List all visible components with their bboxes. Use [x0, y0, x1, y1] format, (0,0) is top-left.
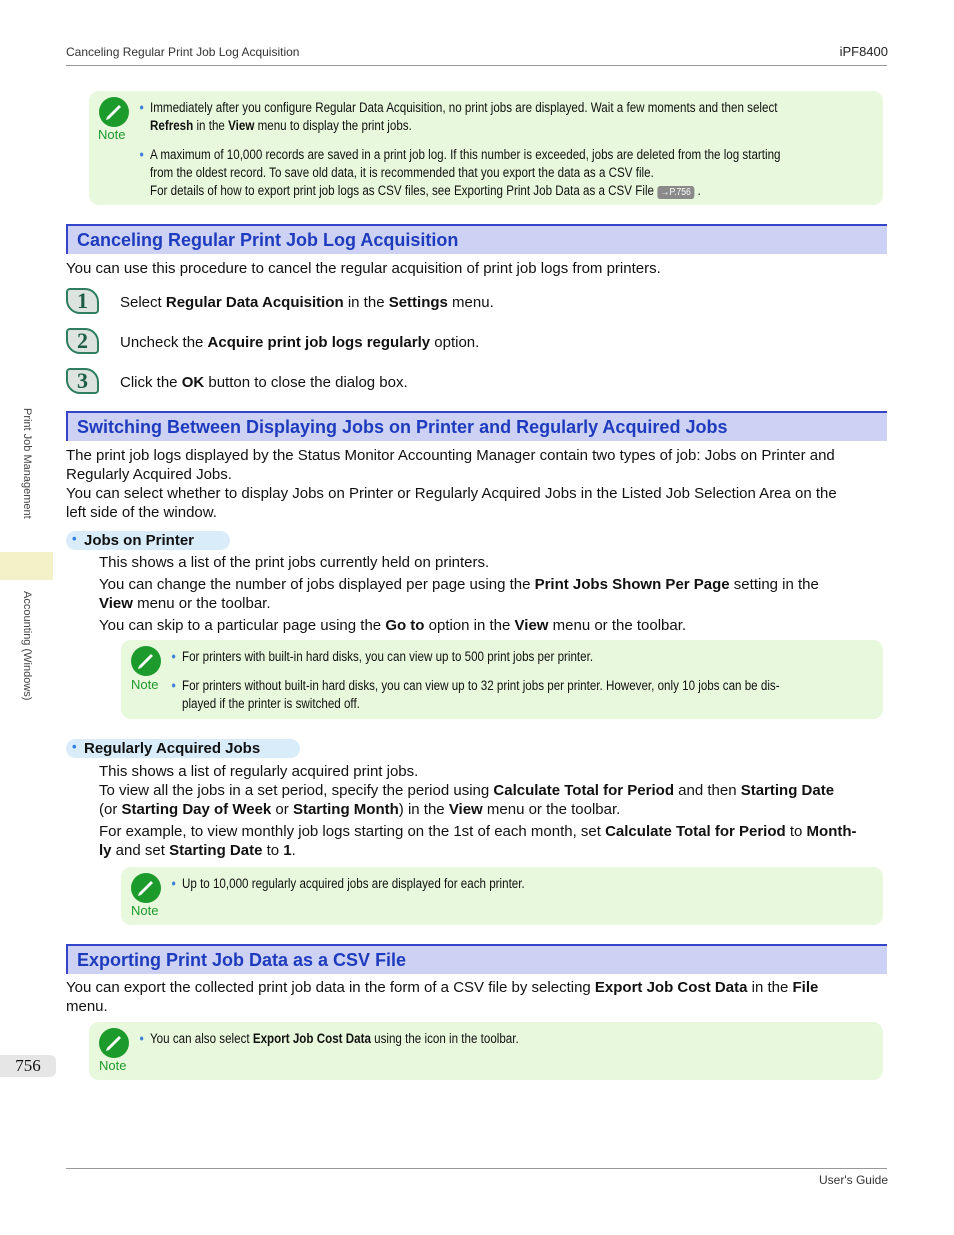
step-number-3: 3 [66, 368, 99, 394]
note-label: Note [131, 903, 159, 918]
bullet: • [139, 147, 144, 162]
side-section-label: Accounting (Windows) [21, 591, 33, 701]
section-title: Switching Between Displaying Jobs on Printer and Regularly Acquired Jobs [77, 417, 728, 437]
side-tab-highlight [0, 552, 53, 580]
note-text: You can also select Export Job Cost Data using the icon in the toolbar. [150, 1031, 519, 1046]
pencil-icon [99, 97, 129, 127]
section-heading-canceling [66, 224, 887, 254]
note-box-4 [89, 1022, 883, 1080]
note-box-3 [121, 867, 883, 925]
note-text: For printers without built-in hard disks, you can view up to 32 print jobs per printer. However, only 10 jobs can be dis- [182, 678, 780, 693]
note-item [139, 99, 864, 135]
page-reference-link[interactable]: →P.756 [657, 186, 694, 199]
pencil-icon [131, 646, 161, 676]
note-item [171, 648, 870, 666]
jobs-on-printer-text: This shows a list of the print jobs currently held on printers. You can change the number of jobs displayed per page using the Print Jobs Shown Per Page setting in the View menu or the toolbar. You can skip to a particular page using the Go to option in the View menu or the toolbar. [99, 554, 819, 634]
header-divider [66, 65, 887, 66]
running-header-title: Canceling Regular Print Job Log Acquisition [66, 45, 300, 59]
section-heading-switching [66, 411, 887, 441]
bullet: • [139, 100, 144, 115]
section-paragraph: You can export the collected print job data in the form of a CSV file by selecting Export Job Cost Data in the File menu. [66, 979, 819, 1015]
pencil-icon [131, 873, 161, 903]
note-item [171, 875, 870, 893]
step-text-2: Uncheck the Acquire print job logs regularly option. [120, 334, 480, 351]
side-chapter-label: Print Job Management [21, 408, 33, 519]
section-paragraph: The print job logs displayed by the Status Monitor Accounting Manager contain two types of job: Jobs on Printer and Regularly Acquired Jobs. You can select whether to display Jobs on Printer or Regularly Acquired Jobs in the Listed Job Selection Area on the left side of the window. [66, 447, 837, 521]
bullet: • [72, 739, 77, 754]
note-label: Note [131, 677, 159, 692]
running-header-model: iPF8400 [839, 44, 888, 59]
section-heading-exporting [66, 944, 887, 974]
subheading-title: Regularly Acquired Jobs [84, 740, 261, 757]
note-text: For details of how to export print job logs as CSV files, see Exporting Print Job Data as a CSV File →P.756 . [150, 183, 701, 198]
footer-divider [66, 1168, 887, 1169]
note-item [139, 1030, 838, 1048]
bullet: • [139, 1031, 144, 1046]
note-text: from the oldest record. To save old data, it is recommended that you export the data as a CSV file. [150, 165, 654, 180]
note-text: Up to 10,000 regularly acquired jobs are displayed for each printer. [182, 876, 525, 891]
footer-guide-label: User's Guide [819, 1173, 888, 1187]
page-number: 756 [0, 1055, 56, 1077]
subheading-title: Jobs on Printer [84, 532, 195, 549]
step-text-3: Click the OK button to close the dialog box. [120, 374, 408, 391]
section-intro: You can use this procedure to cancel the regular acquisition of print job logs from printers. [66, 260, 661, 277]
note-text: Immediately after you configure Regular Data Acquisition, no print jobs are displayed. Wait a few moments and then select [150, 100, 778, 115]
note-label: Note [99, 1058, 127, 1073]
subheading-jobs-on-printer [66, 531, 230, 550]
bullet: • [171, 649, 176, 664]
section-title: Exporting Print Job Data as a CSV File [77, 950, 407, 970]
bullet: • [171, 678, 176, 693]
note-box-1 [89, 91, 883, 205]
note-item [139, 146, 864, 200]
note-label: Note [98, 127, 126, 142]
pencil-icon [99, 1028, 129, 1058]
note-text: For printers with built-in hard disks, you can view up to 500 print jobs per printer. [182, 649, 594, 664]
subheading-regularly-acquired-jobs [66, 739, 300, 758]
section-title: Canceling Regular Print Job Log Acquisition [77, 230, 459, 250]
bullet: • [72, 531, 77, 546]
note-item [171, 677, 870, 713]
step-number-1: 1 [66, 288, 99, 314]
bullet: • [171, 876, 176, 891]
note-text: A maximum of 10,000 records are saved in a print job log. If this number is exceeded, jobs are deleted from the log starting [150, 147, 781, 162]
note-text: played if the printer is switched off. [182, 696, 360, 711]
regularly-acquired-text: This shows a list of regularly acquired print jobs. To view all the jobs in a set period, specify the period using Calculate Total for Period and then Starting Date (or Starting Day of Week or Starting Month) in the View menu or the toolbar. For example, to view monthly job logs starting on the 1st of each month, set Calculate Total for Period to Month- ly and set Starting Date to 1. [99, 763, 857, 859]
step-number-2: 2 [66, 328, 99, 354]
note-text: Refresh in the View menu to display the print jobs. [150, 118, 412, 133]
note-box-2 [121, 640, 883, 719]
step-text-1: Select Regular Data Acquisition in the Settings menu. [120, 294, 494, 311]
